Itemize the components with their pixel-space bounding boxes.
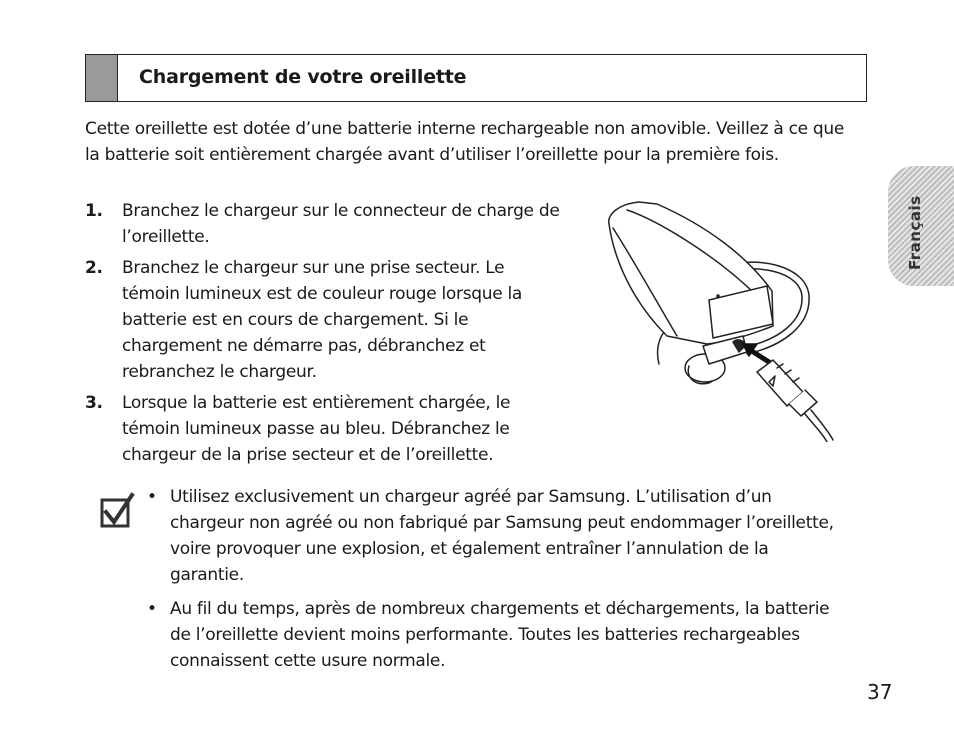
note-text: Utilisez exclusivement un chargeur agréé par Samsung. L’utilisation d’un chargeur non agréé ou non fabriqué par Samsung peut endommager l’oreillette, voire provoquer une explosion, et également entraîner l’annulation de la garantie. bbox=[170, 487, 834, 585]
steps-list bbox=[85, 198, 585, 473]
step-item bbox=[85, 198, 585, 250]
headset-charging-illustration bbox=[597, 196, 843, 442]
page-number: 37 bbox=[867, 680, 893, 704]
language-side-tab-label: Français bbox=[906, 195, 924, 270]
step-number: 3. bbox=[85, 393, 103, 413]
notes-list bbox=[145, 484, 845, 682]
step-item bbox=[85, 255, 547, 385]
step-text: Branchez le chargeur sur le connecteur de charge de l’oreillette. bbox=[122, 201, 560, 247]
note-item bbox=[145, 596, 845, 674]
intro-paragraph: Cette oreillette est dotée d’une batterie interne rechargeable non amovible. Veillez à ce que la batterie soit entièrement chargée avant d’utiliser l’oreillette pour la première fois. bbox=[85, 119, 845, 165]
bullet: • bbox=[147, 599, 157, 619]
language-side-tab bbox=[888, 166, 954, 286]
section-header bbox=[85, 54, 867, 102]
step-text: Branchez le chargeur sur une prise secteur. Le témoin lumineux est de couleur rouge lorsque la batterie est en cours de chargement. Si le chargement ne démarre pas, débranchez et rebranchez le chargeur. bbox=[122, 258, 523, 382]
checkbox-note-icon bbox=[99, 492, 135, 528]
section-title: Chargement de votre oreillette bbox=[139, 66, 467, 88]
step-number: 2. bbox=[85, 258, 103, 278]
step-item bbox=[85, 390, 555, 468]
section-header-marker bbox=[86, 55, 118, 101]
bullet: • bbox=[147, 487, 157, 507]
step-text: Lorsque la batterie est entièrement chargée, le témoin lumineux passe au bleu. Débranchez le chargeur de la prise secteur et de l’oreillette. bbox=[122, 393, 511, 465]
note-text: Au fil du temps, après de nombreux chargements et déchargements, la batterie de l’oreillette devient moins performante. Toutes les batteries rechargeables connaissent cette usure normale. bbox=[170, 599, 830, 671]
step-number: 1. bbox=[85, 201, 103, 221]
note-item bbox=[145, 484, 845, 588]
